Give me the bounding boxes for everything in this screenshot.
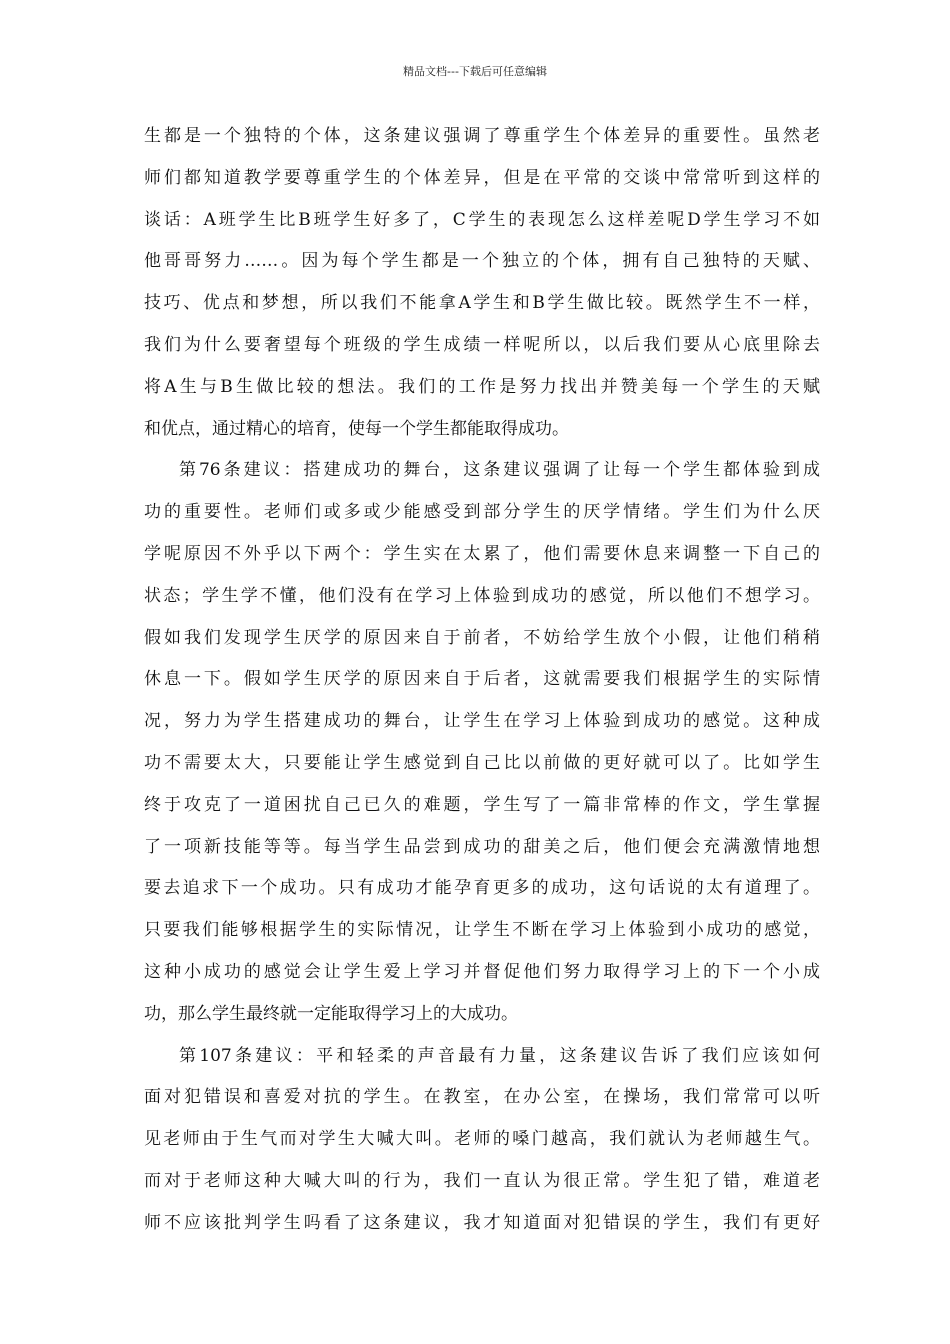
text-line: 况，努力为学生搭建成功的舞台，让学生在学习上体验到成功的感觉。这种成 xyxy=(144,711,820,732)
text-line: 而对于老师这种大喊大叫的行为，我们一直认为很正常。学生犯了错，难道老 xyxy=(144,1170,820,1191)
text-line: 休息一下。假如学生厌学的原因来自于后者，这就需要我们根据学生的实际情 xyxy=(144,669,820,690)
text-line: 第107条建议：平和轻柔的声音最有力量，这条建议告诉了我们应该如何 xyxy=(179,1045,820,1066)
text-line: 和优点，通过精心的培育，使每一个学生都能取得成功。 xyxy=(144,418,569,439)
text-line: 了一项新技能等等。每当学生品尝到成功的甜美之后，他们便会充满激情地想 xyxy=(144,836,820,857)
text-line: 第76条建议：搭建成功的舞台，这条建议强调了让每一个学生都体验到成 xyxy=(179,460,820,481)
text-line: 功，那么学生最终就一定能取得学习上的大成功。 xyxy=(144,1003,518,1024)
text-line: 这种小成功的感觉会让学生爱上学习并督促他们努力取得学习上的下一个小成 xyxy=(144,961,820,982)
text-line: 假如我们发现学生厌学的原因来自于前者，不妨给学生放个小假，让他们稍稍 xyxy=(144,627,820,648)
text-line: 功不需要太大，只要能让学生感觉到自己比以前做的更好就可以了。比如学生 xyxy=(144,752,820,773)
text-line: 面对犯错误和喜爱对抗的学生。在教室，在办公室，在操场，我们常常可以听 xyxy=(144,1087,820,1108)
text-line: 只要我们能够根据学生的实际情况，让学生不断在学习上体验到小成功的感觉， xyxy=(144,920,820,941)
document-body xyxy=(144,116,820,1245)
text-line: 技巧、优点和梦想，所以我们不能拿A学生和B学生做比较。既然学生不一样， xyxy=(144,293,820,314)
text-line: 要去追求下一个成功。只有成功才能孕育更多的成功，这句话说的太有道理了。 xyxy=(144,878,820,899)
text-line: 我们为什么要奢望每个班级的学生成绩一样呢所以，以后我们要从心底里除去 xyxy=(144,334,820,355)
text-line: 学呢原因不外乎以下两个：学生实在太累了，他们需要休息来调整一下自己的 xyxy=(144,543,820,564)
text-line: 见老师由于生气而对学生大喊大叫。老师的嗓门越高，我们就认为老师越生气。 xyxy=(144,1129,820,1150)
page-header: 精品文档---下载后可任意编辑 xyxy=(403,65,547,78)
text-line: 将A生与B生做比较的想法。我们的工作是努力找出并赞美每一个学生的天赋 xyxy=(144,376,820,397)
text-line: 谈话：A班学生比B班学生好多了，C学生的表现怎么这样差呢D学生学习不如 xyxy=(144,209,820,230)
text-line: 师们都知道教学要尊重学生的个体差异，但是在平常的交谈中常常听到这样的 xyxy=(144,167,820,188)
text-line: 终于攻克了一道困扰自己已久的难题，学生写了一篇非常棒的作文，学生掌握 xyxy=(144,794,820,815)
text-line: 他哥哥努力……。因为每个学生都是一个独立的个体，拥有自己独特的天赋、 xyxy=(144,251,820,272)
text-line: 生都是一个独特的个体，这条建议强调了尊重学生个体差异的重要性。虽然老 xyxy=(144,126,820,146)
text-line: 功的重要性。老师们或多或少能感受到部分学生的厌学情绪。学生们为什么厌 xyxy=(144,502,820,523)
text-line: 师不应该批判学生吗看了这条建议，我才知道面对犯错误的学生，我们有更好 xyxy=(144,1212,820,1233)
text-line: 状态；学生学不懂，他们没有在学习上体验到成功的感觉，所以他们不想学习。 xyxy=(144,585,820,606)
